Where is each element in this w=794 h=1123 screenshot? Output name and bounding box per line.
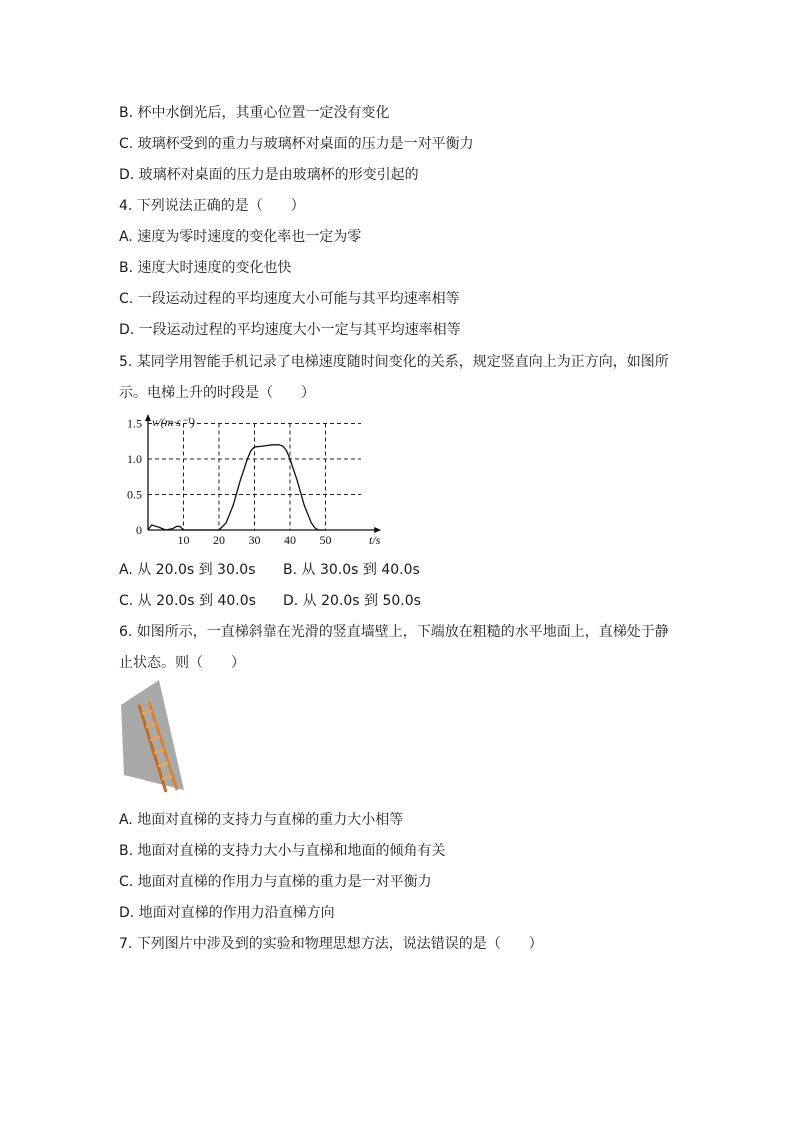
q4-option-d: D. 一段运动过程的平均速度大小一定与其平均速率相等 (119, 322, 461, 338)
q6-option-a: A. 地面对直梯的支持力与直梯的重力大小相等 (119, 812, 404, 828)
y-tick-label: 0 (136, 523, 142, 537)
q6-option-c: C. 地面对直梯的作用力与直梯的重力是一对平衡力 (119, 874, 432, 890)
q6-option-d: D. 地面对直梯的作用力沿直梯方向 (119, 905, 335, 921)
q5-option-b: B. 从 30.0s 到 40.0s (283, 562, 420, 578)
wall-shape (121, 680, 184, 790)
q4-stem: 4. 下列说法正确的是（ ） (119, 198, 305, 214)
x-tick-label: 40 (284, 533, 296, 547)
y-tick-label: 0.5 (127, 487, 142, 502)
q5-stem-line2: 示。电梯上升的时段是（ ） (119, 385, 315, 401)
velocity-curve (148, 445, 326, 530)
q6-stem-line2: 止状态。则（ ） (119, 655, 245, 671)
q5-option-d: D. 从 20.0s 到 50.0s (283, 593, 421, 609)
y-tick-label: 1.0 (127, 452, 142, 466)
chart-grid (148, 424, 361, 531)
velocity-time-chart (119, 408, 399, 553)
q5-option-a: A. 从 20.0s 到 30.0s (119, 562, 256, 578)
x-tick-label: 20 (213, 533, 225, 547)
q3-option-d: D. 玻璃杯对桌面的压力是由玻璃杯的形变引起的 (119, 167, 419, 183)
q3-option-b: B. 杯中水倒光后，其重心位置一定没有变化 (119, 105, 390, 121)
y-axis-arrow (145, 414, 151, 421)
q4-option-b: B. 速度大时速度的变化也快 (119, 260, 292, 276)
q4-option-c: C. 一段运动过程的平均速度大小可能与其平均速率相等 (119, 291, 460, 307)
q6-option-b: B. 地面对直梯的支持力大小与直梯和地面的倾角有关 (119, 843, 446, 859)
q4-option-a: A. 速度为零时速度的变化率也一定为零 (119, 229, 362, 245)
q5-options-row2 (119, 591, 421, 611)
x-tick-label: 10 (177, 533, 190, 547)
q6-stem-line1: 6. 如图所示，一直梯斜靠在光滑的竖直墙壁上，下端放在粗糙的水平地面上，直梯处于静 (119, 624, 669, 640)
chart-series (148, 445, 326, 530)
ladder-against-wall-image (119, 680, 194, 800)
q5-stem-line1: 5. 某同学用智能手机记录了电梯速度随时间变化的关系，规定竖直向上为正方向，如图所 (119, 354, 669, 370)
y-axis-label: v/(m·s⁻¹) (152, 415, 195, 429)
x-axis-label: t/s (369, 533, 381, 547)
x-tick-label: 50 (319, 533, 332, 547)
q3-option-c: C. 玻璃杯受到的重力与玻璃杯对桌面的压力是一对平衡力 (119, 136, 474, 152)
q7-stem: 7. 下列图片中涉及到的实验和物理思想方法，说法错误的是（ ） (119, 936, 543, 952)
y-tick-label: 1.5 (127, 416, 142, 431)
q5-option-c: C. 从 20.0s 到 40.0s (119, 593, 256, 609)
q5-options-row1 (119, 560, 420, 580)
x-tick-label: 30 (248, 533, 261, 547)
chart-axes (145, 414, 381, 533)
